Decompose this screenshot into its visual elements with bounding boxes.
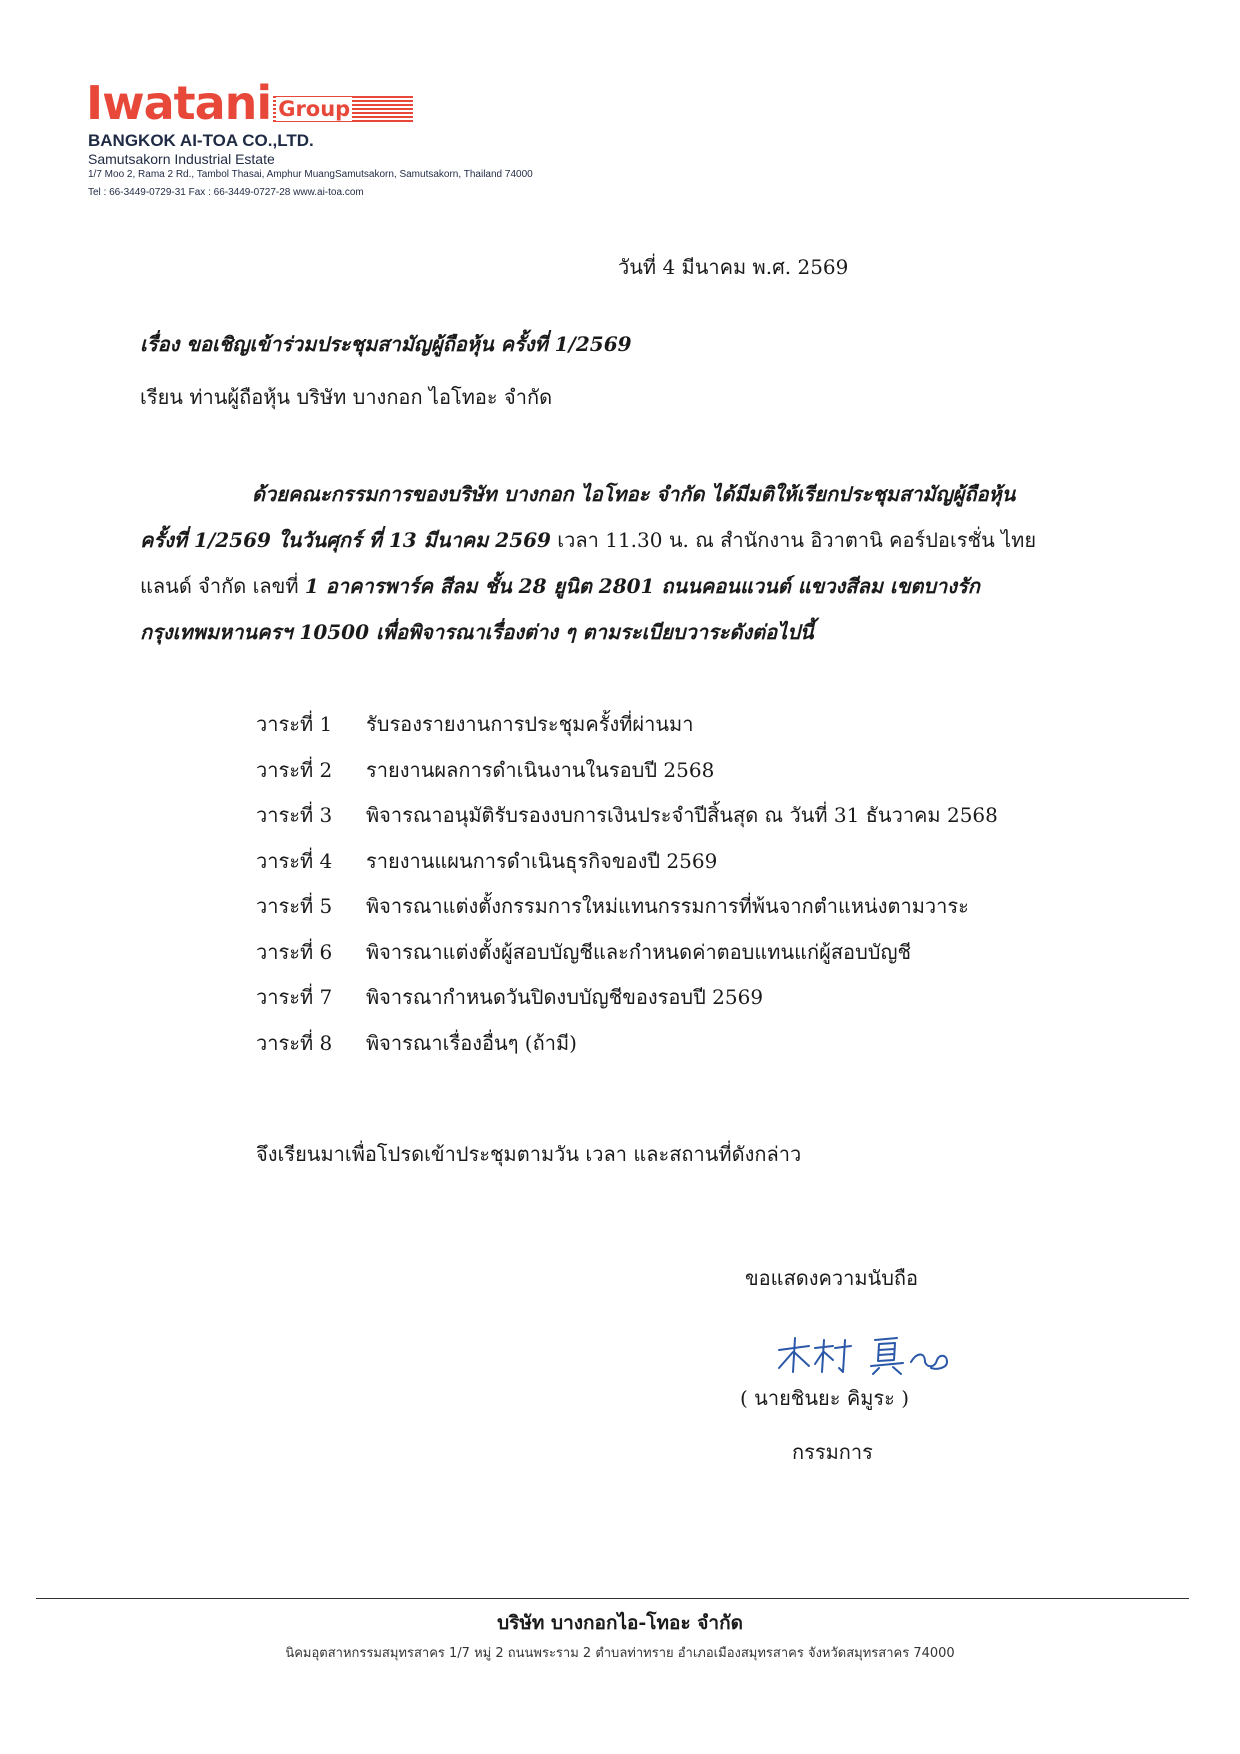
handwritten-signature xyxy=(775,1334,975,1378)
agenda-text: รายงานแผนการดำเนินธุรกิจของปี 2569 xyxy=(366,848,718,873)
body-line-1-text: ด้วยคณะกรรมการของบริษัท บางกอก ไอโทอะ จำกัด ได้มีมติให้เรียกประชุมสามัญผู้ถือหุ้น xyxy=(252,482,1016,506)
agenda-text: พิจารณากำหนดวันปิดงบบัญชีของรอบปี 2569 xyxy=(366,985,764,1009)
body-line-4-text: กรุงเทพมหานครฯ 10500 เพื่อพิจารณาเรื่องต่าง ๆ ตามระเบียบวาระดังต่อไปนี้ xyxy=(140,620,814,644)
letterhead-company-name: BANGKOK AI-TOA CO.,LTD. xyxy=(88,131,314,150)
agenda-number: วาระที่ 1 xyxy=(256,712,333,736)
letterhead-contact: Tel : 66-3449-0729-31 Fax : 66-3449-0727-28 www.ai-toa.com xyxy=(88,187,364,198)
signer-position: กรรมการ xyxy=(792,1440,873,1464)
body-line-2-regular: เวลา 11.30 น. ณ สำนักงาน อิวาตานิ คอร์ปอเรชั่น ไทย xyxy=(550,528,1037,552)
letter-date: วันที่ 4 มีนาคม พ.ศ. 2569 xyxy=(618,255,849,279)
logo-group-stripes xyxy=(273,96,413,122)
letterhead-address: 1/7 Moo 2, Rama 2 Rd., Tambol Thasai, Amphur MuangSamutsakorn, Samutsakorn, Thailand 74000 xyxy=(88,169,533,180)
company-logo xyxy=(86,76,413,130)
logo-group-label: Group xyxy=(278,97,351,121)
logo-wordmark: Iwatani xyxy=(86,76,272,130)
agenda-number: วาระที่ 7 xyxy=(256,985,333,1009)
agenda-number: วาระที่ 8 xyxy=(256,1030,333,1055)
closing-sentence: จึงเรียนมาเพื่อโปรดเข้าประชุมตามวัน เวลา และสถานที่ดังกล่าว xyxy=(256,1142,802,1166)
letter-salutation: เรียน ท่านผู้ถือหุ้น บริษัท บางกอก ไอโทอะ จำกัด xyxy=(140,385,553,409)
agenda-number: วาระที่ 5 xyxy=(256,894,333,918)
body-line-2-bold: ครั้งที่ 1/2569 ในวันศุกร์ ที่ 13 มีนาคม 2569 xyxy=(140,528,551,552)
footer-address: นิคมอุตสาหกรรมสมุทรสาคร 1/7 หมู่ 2 ถนนพระราม 2 ตำบลท่าทราย อำเภอเมืองสมุทรสาคร จังหวัดสมุทรสาคร 74000 xyxy=(285,1646,955,1661)
body-line-3 xyxy=(140,572,1070,600)
agenda-text: รายงานผลการดำเนินงานในรอบปี 2568 xyxy=(366,757,715,782)
agenda-text: รับรองรายงานการประชุมครั้งที่ผ่านมา xyxy=(366,712,694,736)
agenda-text: พิจารณาแต่งตั้งผู้สอบบัญชีและกำหนดค่าตอบแทนแก่ผู้สอบบัญชี xyxy=(366,939,912,964)
agenda-number: วาระที่ 4 xyxy=(256,848,333,873)
agenda-number: วาระที่ 3 xyxy=(256,803,333,827)
agenda-item-3 xyxy=(256,801,998,847)
agenda-number: วาระที่ 2 xyxy=(256,757,333,782)
agenda-text: พิจารณาแต่งตั้งกรรมการใหม่แทนกรรมการที่พ้นจากตำแหน่งตามวาระ xyxy=(366,894,969,918)
agenda-item-2 xyxy=(256,756,998,802)
body-line-3-regular: แลนด์ จำกัด เลขที่ xyxy=(140,574,305,598)
complimentary-close: ขอแสดงความนับถือ xyxy=(745,1266,919,1290)
agenda-item-1 xyxy=(256,710,998,756)
agenda-list xyxy=(256,710,998,1074)
footer-divider xyxy=(36,1598,1189,1599)
agenda-number: วาระที่ 6 xyxy=(256,939,333,964)
agenda-item-7 xyxy=(256,983,998,1029)
body-line-3-bold: 1 อาคารพาร์ค สีลม ชั้น 28 ยูนิต 2801 ถนนคอนแวนต์ แขวงสีลม เขตบางรัก xyxy=(304,574,980,598)
letter-subject: เรื่อง ขอเชิญเข้าร่วมประชุมสามัญผู้ถือหุ้น ครั้งที่ 1/2569 xyxy=(140,332,632,356)
agenda-item-4 xyxy=(256,847,998,893)
agenda-item-6 xyxy=(256,938,998,984)
agenda-text: พิจารณาเรื่องอื่นๆ (ถ้ามี) xyxy=(366,1030,577,1055)
agenda-text: พิจารณาอนุมัติรับรองงบการเงินประจำปีสิ้นสุด ณ วันที่ 31 ธันวาคม 2568 xyxy=(366,803,998,827)
signer-name: ( นายชินยะ คิมูระ ) xyxy=(740,1386,910,1410)
body-line-2 xyxy=(140,526,1070,554)
body-line-1 xyxy=(140,480,1070,508)
agenda-item-5 xyxy=(256,892,998,938)
agenda-item-8 xyxy=(256,1029,998,1075)
footer-company-name: บริษัท บางกอกไอ-โทอะ จำกัด xyxy=(497,1612,743,1634)
body-line-4 xyxy=(140,618,1070,646)
letterhead-estate: Samutsakorn Industrial Estate xyxy=(88,151,275,167)
